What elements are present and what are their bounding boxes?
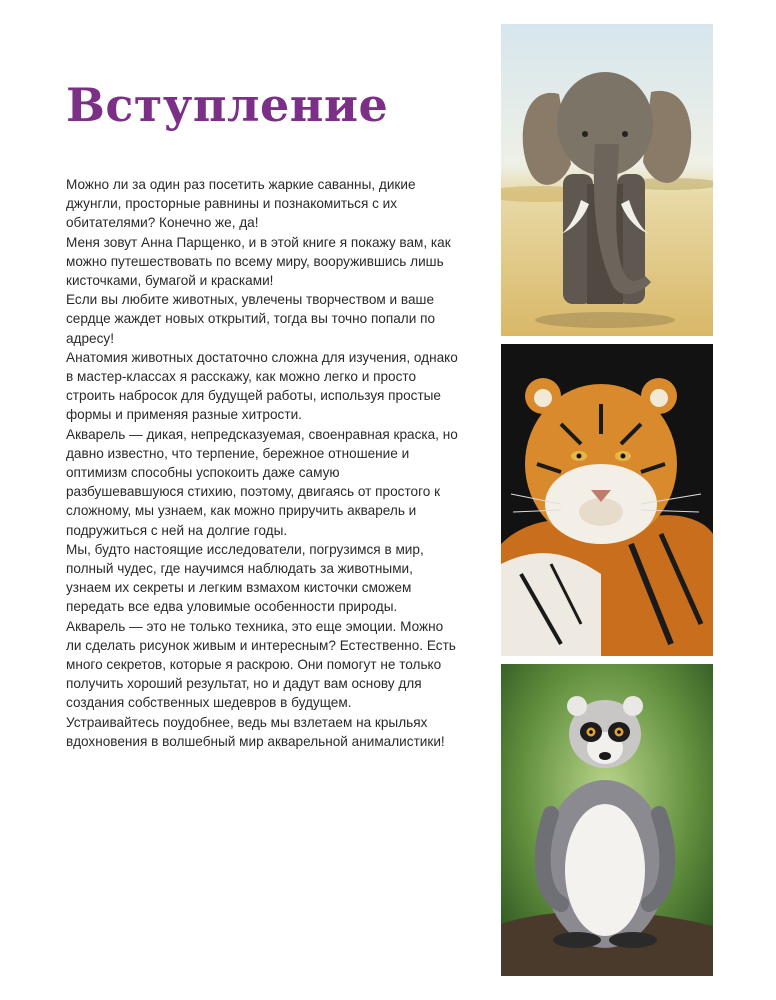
paragraph: Акварель — дикая, непредсказуемая, своенравная краска, но давно известно, что терпение, бережное отношение и оптимизм способны успокоить даже самую разбушевавшуюся стихию, поэтому, двигаясь от простого к сложному, мы узнаем, как можно приручить акварель и подружиться с ней на долгие годы. [66,426,458,538]
tiger-illustration [501,344,713,656]
paragraph: Устраивайтесь поудобнее, ведь мы взлетаем на крыльях вдохновения в волшебный мир акварельной анималистики! [66,714,445,749]
paragraph: Меня зовут Анна Парщенко, и в этой книге я покажу вам, как можно путешествовать по всему миру, вооружившись лишь кисточками, бумагой и красками! [66,234,451,289]
paragraph: Акварель — это не только техника, это еще эмоции. Можно ли сделать рисунок живым и интересным? Естественно. Есть много секретов, которые я раскрою. Они помогут не только получить хороший результат, но и дадут вам основу для создания собственных шедевров в будущем. [66,618,456,711]
paragraph: Если вы любите животных, увлечены творчеством и ваше сердце жаждет новых открытий, тогда вы точно попали по адресу! [66,292,436,346]
lemur-illustration [501,664,713,976]
paragraph: Мы, будто настоящие исследователи, погрузимся в мир, полный чудес, где научимся наблюдать за животными, узнаем их секреты и легким взмахом кисточки сможем передать все едва уловимые особенности природы. [66,541,424,615]
paragraph: Можно ли за один раз посетить жаркие саванны, дикие джунгли, просторные равнины и познакомиться с их обитателями? Конечно же, да! [66,177,416,231]
elephant-illustration [501,24,713,336]
page-title: Вступление [66,78,389,132]
intro-text [66,175,458,751]
paragraph: Анатомия животных достаточно сложна для изучения, однако в мастер-классах я расскажу, как можно легко и просто строить набросок для будущей работы, используя простые формы и применяя разные хитрости. [66,349,458,423]
